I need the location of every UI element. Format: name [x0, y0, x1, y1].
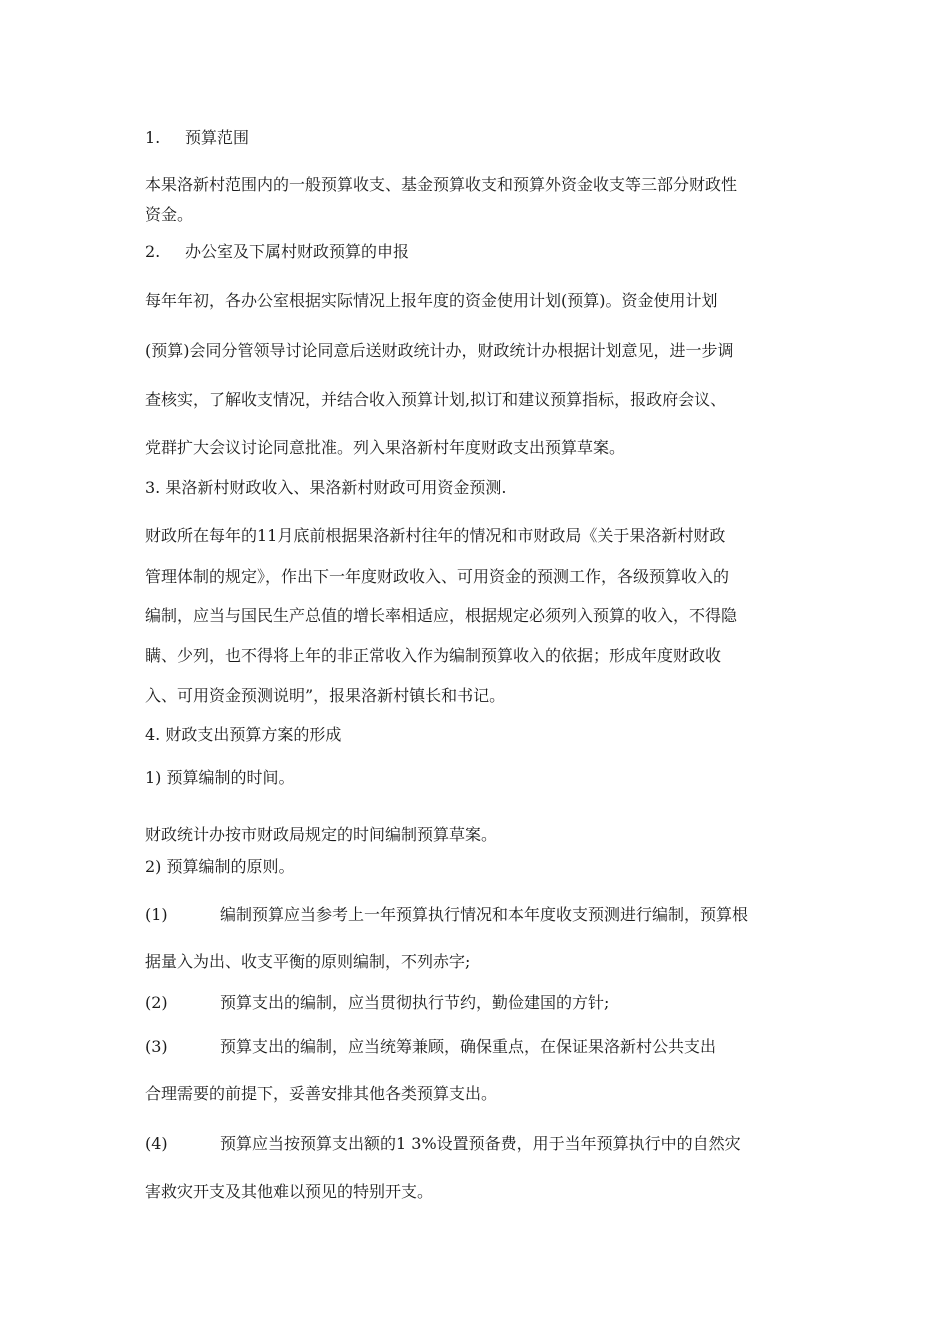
section-3-heading: 3. 果洛新村财政收入、果洛新村财政可用资金预测.	[145, 478, 507, 497]
section-3-line-3: 编制，应当与国民生产总值的增长率相适应，根据规定必须列入预算的收入，不得隐	[145, 606, 738, 625]
principle-continuation: 据量入为出、收支平衡的原则编制，不列赤字;	[145, 952, 471, 971]
section-2-number: 2.	[145, 242, 161, 261]
section-1-line-1: 本果洛新村范围内的一般预算收支、基金预算收支和预算外资金收支等三部分财政性	[145, 175, 738, 194]
principle-text: 预算支出的编制，应当贯彻执行节约，勤俭建国的方针;	[220, 993, 610, 1012]
section-1-line-2: 资金。	[145, 205, 194, 224]
section-2-title: 办公室及下属村财政预算的申报	[185, 242, 410, 261]
section-3-line-5: 入、可用资金预测说明”，报果洛新村镇长和书记。	[145, 686, 506, 705]
section-1-heading	[145, 127, 249, 149]
principle-item	[145, 1133, 741, 1155]
section-2-line-4: 党群扩大会议讨论同意批准。列入果洛新村年度财政支出预算草案。	[145, 438, 626, 457]
subsection-2-heading: 2) 预算编制的原则。	[145, 857, 295, 876]
subsection-1-line: 财政统计办按市财政局规定的时间编制预算草案。	[145, 825, 498, 844]
principle-item	[145, 992, 609, 1014]
section-2-line-2: (预算)会同分管领导讨论同意后送财政统计办，财政统计办根据计划意见，进一步调	[145, 341, 734, 360]
section-2-heading	[145, 241, 409, 263]
section-2-line-3: 查核实，了解收支情况，并结合收入预算计划,拟订和建议预算指标，报政府会议、	[145, 390, 727, 409]
subsection-1-heading: 1) 预算编制的时间。	[145, 768, 295, 787]
principle-continuation: 合理需要的前提下，妥善安排其他各类预算支出。	[145, 1084, 498, 1103]
principle-number: (4)	[145, 1134, 168, 1153]
section-1-number: 1.	[145, 128, 161, 147]
principle-number: (2)	[145, 993, 168, 1012]
section-3-line-2: 管理体制的规定》，作出下一年度财政收入、可用资金的预测工作，各级预算收入的	[145, 567, 730, 586]
section-3-line-4: 瞒、少列，也不得将上年的非正常收入作为编制预算收入的依据；形成年度财政收	[145, 646, 722, 665]
principle-number: (1)	[145, 905, 168, 924]
principle-item	[145, 904, 748, 926]
principle-text: 预算应当按预算支出额的1 3%设置预备费，用于当年预算执行中的自然灾	[220, 1134, 741, 1153]
principle-text: 预算支出的编制，应当统筹兼顾，确保重点，在保证果洛新村公共支出	[220, 1037, 717, 1056]
principle-text: 编制预算应当参考上一年预算执行情况和本年度收支预测进行编制，预算根	[220, 905, 749, 924]
section-2-line-1: 每年年初，各办公室根据实际情况上报年度的资金使用计划(预算)。资金使用计划	[145, 291, 718, 310]
principle-number: (3)	[145, 1037, 168, 1056]
principle-continuation: 害救灾开支及其他难以预见的特别开支。	[145, 1182, 434, 1201]
principle-item	[145, 1036, 716, 1058]
section-4-heading: 4. 财政支出预算方案的形成	[145, 725, 342, 744]
section-1-title: 预算范围	[185, 128, 250, 147]
section-3-line-1: 财政所在每年的11月底前根据果洛新村往年的情况和市财政局《关于果洛新村财政	[145, 526, 726, 545]
